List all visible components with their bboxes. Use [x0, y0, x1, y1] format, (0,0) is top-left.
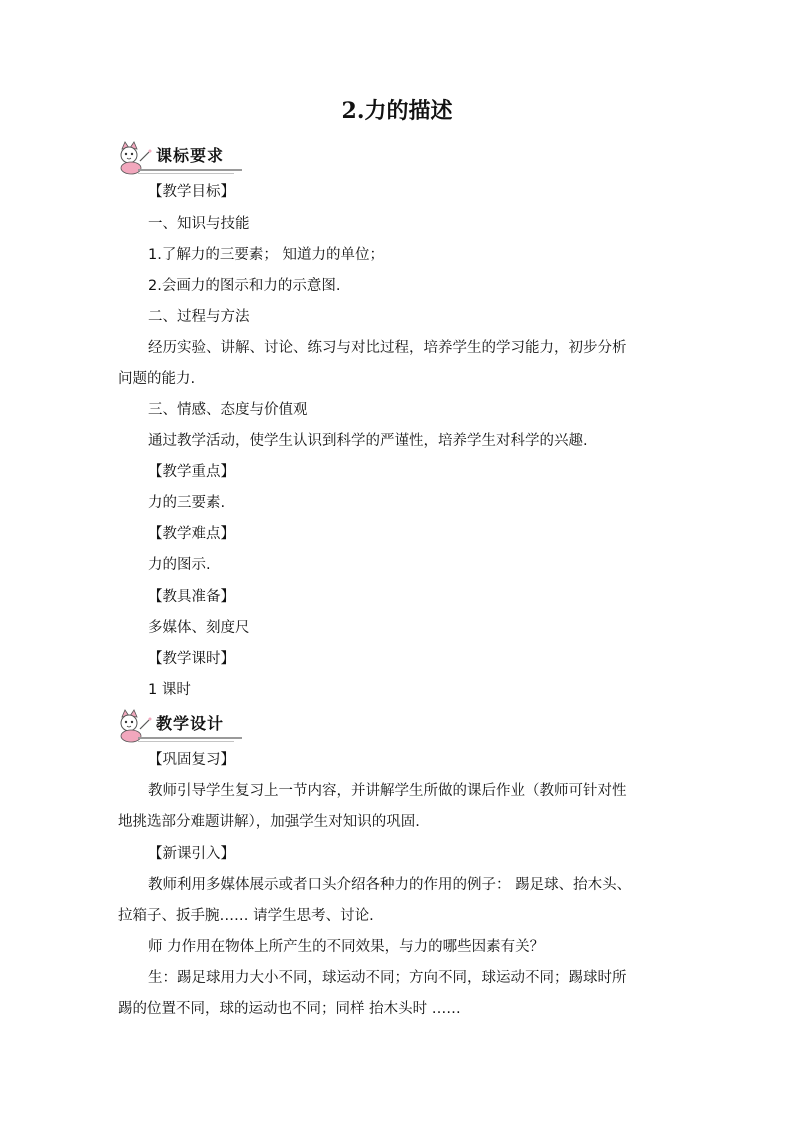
section-banner-curriculum [116, 141, 242, 175]
page-title: 2.力的描述 [341, 98, 453, 124]
hours-text: 1 课时 [148, 682, 191, 698]
section-banner-design [116, 709, 242, 743]
process-text-cont: 问题的能力. [118, 371, 196, 387]
knowledge-item-2: 2.会画力的图示和力的示意图. [148, 278, 341, 294]
review-text-cont: 地挑选部分难题讲解），加强学生对知识的巩固. [118, 814, 420, 830]
tools-text: 多媒体、刻度尺 [148, 620, 250, 636]
knowledge-heading: 一、知识与技能 [148, 216, 250, 232]
intro-text: 教师利用多媒体展示或者口头介绍各种力的作用的例子： 踢足球、抬木头、 [148, 877, 632, 893]
difficult-heading: 【教学难点】 [148, 526, 235, 542]
difficult-text: 力的图示. [148, 557, 211, 573]
banner-rule [138, 169, 242, 171]
knowledge-item-1: 1.了解力的三要素； 知道力的单位； [148, 247, 384, 263]
key-text: 力的三要素. [148, 495, 226, 511]
banner-label: 课标要求 [156, 146, 225, 165]
intro-text-cont: 拉箱子、扳手腕…… 请学生思考、讨论. [118, 908, 374, 924]
student-answer-cont: 踢的位置不同，球的运动也不同；同样 抬木头时 …… [118, 1001, 461, 1017]
emotion-text: 通过教学活动，使学生认识到科学的严谨性，培养学生对科学的兴趣. [148, 433, 588, 449]
review-heading: 【巩固复习】 [148, 752, 235, 768]
tools-heading: 【教具准备】 [148, 589, 235, 605]
process-heading: 二、过程与方法 [148, 309, 250, 325]
teacher-question: 师 力作用在物体上所产生的不同效果，与力的哪些因素有关？ [148, 939, 545, 955]
banner-label: 教学设计 [156, 714, 225, 733]
banner-rule [138, 737, 242, 739]
student-answer: 生：踢足球用力大小不同，球运动不同；方向不同，球运动不同；踢球时所 [148, 970, 627, 986]
key-heading: 【教学重点】 [148, 464, 235, 480]
objectives-heading: 【教学目标】 [148, 184, 235, 200]
emotion-heading: 三、情感、态度与价值观 [148, 402, 308, 418]
intro-heading: 【新课引入】 [148, 846, 235, 862]
review-text: 教师引导学生复习上一节内容，并讲解学生所做的课后作业（教师可针对性 [148, 783, 627, 799]
process-text: 经历实验、讲解、讨论、练习与对比过程，培养学生的学习能力，初步分析 [148, 340, 627, 356]
hours-heading: 【教学课时】 [148, 651, 235, 667]
banner-rule [138, 173, 234, 174]
banner-rule [138, 741, 234, 742]
